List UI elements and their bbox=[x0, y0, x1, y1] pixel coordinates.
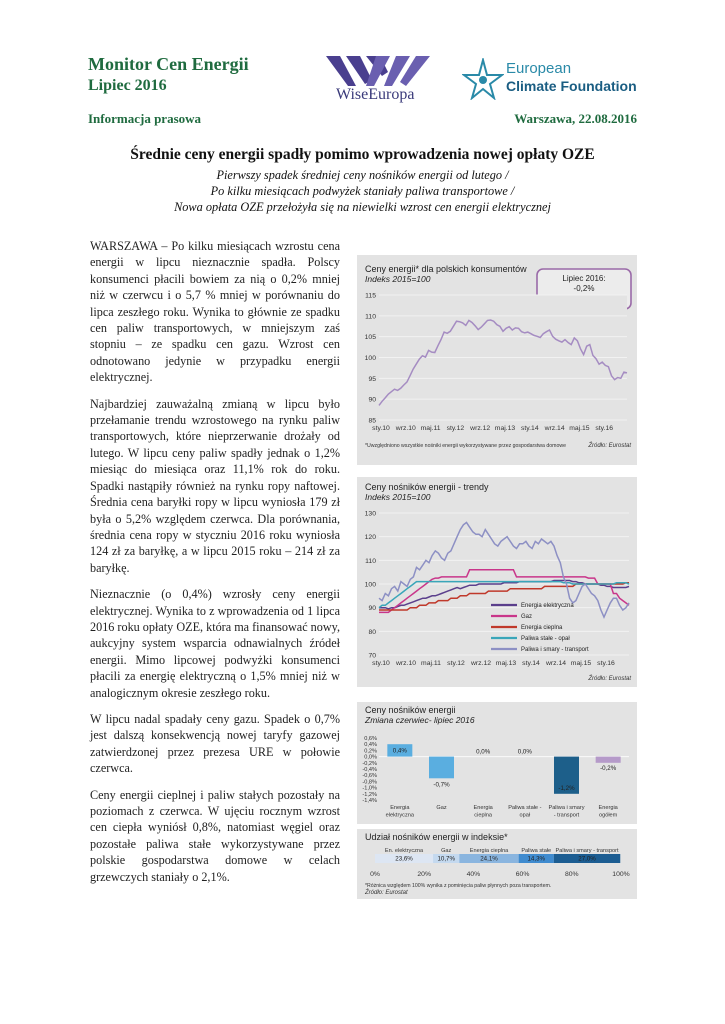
x-tick-label: maj.11 bbox=[421, 660, 441, 667]
legend-label: Energia cieplna bbox=[521, 625, 563, 632]
chart-title: Ceny nośników energii - trendy bbox=[365, 482, 489, 492]
category-label: - transport bbox=[553, 812, 580, 819]
chart-title: Udział nośników energii w indeksie* bbox=[365, 832, 508, 842]
star-logo-icon bbox=[462, 58, 504, 100]
x-tick-label: sty.16 bbox=[595, 425, 614, 432]
data-label: -0,7% bbox=[433, 781, 450, 789]
x-tick-label: wrz.12 bbox=[470, 660, 492, 667]
segment-category: Paliwa i smary - transport bbox=[555, 848, 619, 854]
chart-energy-trends bbox=[357, 477, 637, 687]
y-tick-label: 100 bbox=[364, 355, 376, 362]
x-tick-label: sty.14 bbox=[520, 425, 539, 432]
paragraph: Ceny energii cieplnej i paliw stałych pozostały na poziomach z czerwca. W ujęciu rocznym wzrost cen ciepła wyniósł 0,8%, natomiast węgiel oraz pozostałe paliwa stałe wykorzystywane przez polskie gospodarstwa domowe w celach grzewczych staniały o 2,1%. bbox=[90, 787, 340, 884]
x-tick-label: 40% bbox=[466, 871, 481, 878]
chart-monthly-change-svg bbox=[357, 702, 637, 824]
data-label: -0,2% bbox=[600, 764, 617, 772]
category-label: Energia bbox=[390, 805, 410, 811]
legend-label: Paliwa stałe - opał bbox=[521, 636, 570, 643]
x-tick-label: maj.11 bbox=[420, 425, 441, 432]
article-body bbox=[90, 238, 340, 895]
data-label: 0,4% bbox=[392, 747, 407, 755]
x-tick-label: maj.13 bbox=[495, 660, 517, 667]
y-tick-label: 115 bbox=[365, 292, 376, 300]
x-tick-label: sty.16 bbox=[597, 660, 615, 667]
ecf-logo-line2: Climate Foundation bbox=[506, 78, 637, 94]
chart-title: Ceny energii* dla polskich konsumentów bbox=[365, 264, 527, 274]
y-tick-label: 130 bbox=[364, 510, 376, 518]
data-label: 0,0% bbox=[476, 748, 491, 756]
x-tick-label: maj.15 bbox=[570, 660, 592, 667]
chart-title: Ceny nośników energii bbox=[365, 705, 456, 715]
y-tick-label: 70 bbox=[368, 652, 376, 660]
data-label: 0,0% bbox=[517, 748, 532, 756]
y-tick-label: 0,4% bbox=[364, 742, 377, 749]
x-tick-label: 80% bbox=[564, 871, 579, 878]
wiseeuropa-logo bbox=[316, 48, 440, 108]
chart-index-share-svg bbox=[357, 829, 637, 899]
chart-source: Źródło: Eurostat bbox=[588, 443, 631, 449]
x-tick-label: 60% bbox=[515, 871, 530, 878]
category-label: ogółem bbox=[598, 812, 618, 819]
segment-value: 10,7% bbox=[437, 855, 455, 863]
segment-value: 27,0% bbox=[578, 855, 596, 863]
category-label: Energia bbox=[473, 805, 493, 811]
ecf-logo bbox=[462, 58, 647, 100]
segment-category: Gaz bbox=[441, 848, 452, 854]
y-tick-label: -1,2% bbox=[362, 791, 377, 798]
paragraph: W lipcu nadal spadały ceny gazu. Spadek o 0,7% jest dalszą konsekwencją nowej taryfy gazowej zatwierdzonej przez prezesa URE w połowie czerwca. bbox=[90, 711, 340, 776]
subheadline-2: Po kilku miesiącach podwyżek staniały paliwa transportowe / bbox=[210, 184, 515, 198]
x-tick-label: sty.10 bbox=[372, 425, 390, 432]
y-tick-label: 0,2% bbox=[364, 748, 377, 755]
category-label: Gaz bbox=[436, 805, 447, 811]
chart-subtitle: Indeks 2015=100 bbox=[365, 492, 431, 502]
y-tick-label: -1,0% bbox=[362, 785, 377, 792]
segment-category: En. elektryczna bbox=[384, 848, 424, 854]
x-tick-label: sty.12 bbox=[446, 425, 465, 432]
chart-footnote: *Różnica względem 100% wynika z pominięcia paliw płynnych poza transportem. bbox=[365, 883, 552, 889]
x-tick-label: maj.13 bbox=[494, 425, 516, 432]
y-tick-label: 120 bbox=[364, 534, 376, 542]
report-title: Monitor Cen Energii bbox=[88, 54, 249, 74]
x-tick-label: 0% bbox=[370, 871, 380, 878]
y-tick-label: -0,4% bbox=[362, 767, 377, 773]
category-label: Energia bbox=[598, 805, 618, 811]
release-date: Warszawa, 22.08.2016 bbox=[514, 111, 637, 126]
chart-monthly-change bbox=[357, 702, 637, 824]
bar bbox=[596, 757, 621, 763]
legend-label: Gaz bbox=[521, 614, 533, 621]
chart-subtitle: Zmiana czerwiec- lipiec 2016 bbox=[365, 715, 475, 725]
segment-value: 14,3% bbox=[527, 855, 546, 863]
y-tick-label: 0,6% bbox=[364, 736, 377, 742]
y-tick-label: -1,4% bbox=[362, 798, 377, 804]
chart-index-share bbox=[357, 829, 637, 899]
chart-energy-trends-svg bbox=[357, 477, 637, 687]
x-tick-label: sty.10 bbox=[372, 660, 390, 667]
y-tick-label: 110 bbox=[365, 313, 376, 321]
x-tick-label: wrz.10 bbox=[395, 425, 416, 432]
y-tick-label: 100 bbox=[364, 581, 376, 589]
chart-footnote: *Uwzględniono wszystkie nośniki energii wykorzystywane przez gospodarstwa domowe bbox=[365, 443, 566, 449]
x-tick-label: wrz.14 bbox=[545, 660, 567, 667]
segment-value: 24,1% bbox=[480, 855, 498, 863]
y-tick-label: 80 bbox=[368, 628, 376, 636]
bar bbox=[429, 757, 454, 779]
category-label: Paliwa i smary bbox=[548, 805, 585, 811]
report-issue: Lipiec 2016 bbox=[88, 77, 167, 94]
callout-line: -0,2% bbox=[573, 284, 595, 293]
chart-source: Źródło: Eurostat bbox=[588, 676, 631, 682]
paragraph: Nieznacznie (o 0,4%) wzrosły ceny energii elektrycznej. Wynika to z wprowadzenia od 1 lipca 2016 roku opłaty OZE, która ma finansować nowy, aukcyjny system wsparcia odnawialnych źródeł energii. Mimo lipcowej podwyżki konsumenci płacili za energię elektryczną o 1,5% mniej niż w analogicznym okresie zeszłego roku. bbox=[90, 587, 341, 700]
segment-category: Paliwa stałe bbox=[521, 848, 552, 854]
press-release-label: Informacja prasowa bbox=[88, 111, 202, 126]
x-tick-label: wrz.12 bbox=[470, 425, 491, 432]
x-tick-label: 20% bbox=[417, 871, 432, 878]
data-label: -1,2% bbox=[558, 784, 575, 792]
subheadline-1: Pierwszy spadek średniej ceny nośników energii od lutego / bbox=[216, 168, 509, 182]
segment-category: Energia cieplna bbox=[469, 848, 509, 854]
category-label: opał bbox=[519, 812, 531, 819]
y-tick-label: 110 bbox=[365, 557, 376, 565]
category-label: elektryczna bbox=[385, 812, 414, 819]
chart-source: Źródło: Eurostat bbox=[365, 890, 408, 896]
paragraph: Najbardziej zauważalną zmianą w lipcu było przełamanie trendu wzrostowego na rynku paliw transportowych, które nieprzerwanie drożały od lutego. W lipcu ceny paliw spadły jednak o 1,2% miesiąc do miesiąca oraz 11,1% rok do roku. Spadki nastąpiły również na rynku ropy naftowej. Średnia cena baryłki ropy w lipcu wyniosła 179 zł była o 5,2% względem czerwca. Dla porównania, średnia cena ropy w styczniu 2016 roku wyniosła 124 zł za baryłkę, a w lipcu 2015 roku – 214 zł za baryłkę. bbox=[90, 396, 340, 575]
x-tick-label: 100% bbox=[612, 871, 630, 878]
y-tick-label: -0,6% bbox=[362, 773, 377, 780]
y-tick-label: -0,8% bbox=[362, 779, 377, 786]
y-tick-label: 0,0% bbox=[364, 754, 377, 761]
y-tick-label: 90 bbox=[368, 605, 376, 613]
category-label: Paliwa stałe - bbox=[508, 805, 542, 811]
chart-subtitle: Indeks 2015=100 bbox=[365, 274, 431, 284]
legend-label: Energia elektryczna bbox=[521, 603, 574, 610]
x-tick-label: wrz.10 bbox=[395, 660, 417, 667]
ecf-logo-line1: European bbox=[506, 60, 572, 77]
wiseeuropa-logo-text: WiseEuropa bbox=[336, 86, 415, 103]
y-tick-label: 95 bbox=[368, 375, 376, 383]
chart-energy-prices-svg bbox=[357, 255, 637, 465]
segment-value: 23,6% bbox=[395, 855, 413, 863]
headline: Średnie ceny energii spadły pomimo wprowadzenia nowej opłaty OZE bbox=[130, 146, 595, 163]
x-tick-label: sty.12 bbox=[447, 660, 465, 667]
x-tick-label: sty.14 bbox=[522, 660, 540, 667]
y-tick-label: 105 bbox=[364, 334, 376, 342]
paragraph: WARSZAWA – Po kilku miesiącach wzrostu cena energii w lipcu nieznacznie spadła. Polscy konsumenci płacili bowiem za nią o 0,2% mniej niż w czerwcu i o 5,7 % mniej w porównaniu do lipca zeszłego roku. Wynika to głównie ze spadku cen paliw transportowych, w mniejszym zaś stopniu – ze spadku cen gazu. Wzrost cen odnotowano jedynie w przypadku energii elektrycznej. bbox=[90, 239, 340, 385]
y-tick-label: 85 bbox=[368, 417, 376, 425]
legend-label: Paliwa i smary - transport bbox=[521, 647, 589, 654]
subheadline-3: Nowa opłata OZE przełożyła się na niewielki wzrost cen energii elektrycznej bbox=[174, 200, 551, 214]
category-label: cieplna bbox=[474, 812, 493, 819]
y-tick-label: 90 bbox=[368, 396, 376, 404]
y-tick-label: -0,2% bbox=[362, 760, 377, 767]
callout-line: Lipiec 2016: bbox=[562, 274, 606, 283]
x-tick-label: wrz.14 bbox=[544, 425, 565, 432]
chart-energy-prices bbox=[357, 255, 637, 465]
x-tick-label: maj.15 bbox=[569, 425, 590, 432]
